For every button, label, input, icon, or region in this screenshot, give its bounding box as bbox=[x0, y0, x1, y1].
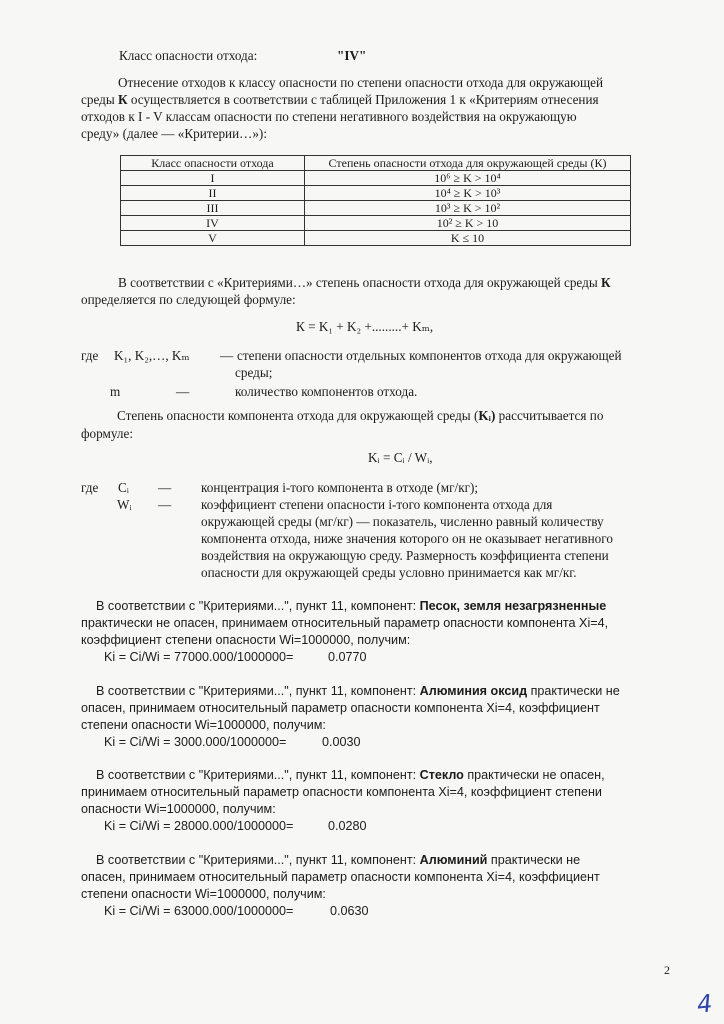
table-cell-class: III bbox=[121, 201, 305, 216]
where-desc-k-2: среды; bbox=[235, 365, 273, 380]
calc-1-line-1: В соответствии с "Критериями...", пункт 11, компонент: Песок, земля незагрязненные bbox=[96, 599, 607, 613]
calc-3-line-1: В соответствии с "Критериями...", пункт 11, компонент: Стекло практически не опасен, bbox=[96, 768, 605, 782]
criteria-line-2: определяется по следующей формуле: bbox=[81, 292, 296, 307]
calc-1-line-3: коэффициент степени опасности Wi=1000000, получим: bbox=[81, 633, 411, 647]
table-cell-range: 10⁶ ≥ K > 10⁴ bbox=[305, 171, 631, 186]
table-cell-class: I bbox=[121, 171, 305, 186]
table-cell-range: 10² ≥ K > 10 bbox=[305, 216, 631, 231]
where2-label: где bbox=[81, 480, 99, 495]
intro-line-4: среду» (далее — «Критерии…»): bbox=[81, 126, 267, 141]
calc-3-line-2: принимаем относительный параметр опасности компонента Xi=4, коэффициент степени bbox=[81, 785, 602, 799]
where2-desc-w-5: опасности для окружающей среды условно принимается как мг/кг. bbox=[201, 565, 577, 580]
table-cell-class: IV bbox=[121, 216, 305, 231]
table-row bbox=[121, 231, 631, 246]
where2-c-dash: — bbox=[158, 480, 172, 495]
table-cell-class: II bbox=[121, 186, 305, 201]
calc-4-line-2: опасен, принимаем относительный параметр опасности компонента Xi=4, коэффициент bbox=[81, 870, 600, 884]
table-cell-range: K ≤ 10 bbox=[305, 231, 631, 246]
where2-desc-w-3: компонента отхода, ниже значения которого он не оказывает негативного bbox=[201, 531, 613, 546]
table-header-row bbox=[121, 156, 631, 171]
intro-line-2: среды К осуществляется в соответствии с таблицей Приложения 1 к «Критериям отнесения bbox=[81, 92, 599, 107]
table-row bbox=[121, 216, 631, 231]
criteria-line-1: В соответствии с «Критериями…» степень опасности отхода для окружающей среды К bbox=[118, 275, 611, 290]
page-number: 2 bbox=[664, 963, 670, 977]
where2-term-c: Cᵢ bbox=[118, 480, 129, 495]
table-header-degree: Степень опасности отхода для окружающей среды (К) bbox=[305, 156, 631, 171]
intro-line-3: отходов к I - V классам опасности по степени негативного воздействия на окружающую bbox=[81, 109, 577, 124]
calc-2-line-1: В соответствии с "Критериями...", пункт 11, компонент: Алюминия оксид практически не bbox=[96, 684, 620, 698]
calc-2-line-2: опасен, принимаем относительный параметр опасности компонента Xi=4, коэффициент bbox=[81, 701, 600, 715]
calc-4-line-3: степени опасности Wi=1000000, получим: bbox=[81, 887, 326, 901]
handwritten-sheet-number: 4 bbox=[695, 989, 714, 1019]
where2-term-w: Wᵢ bbox=[117, 497, 132, 512]
where2-desc-w-4: воздействия на окружающую среду. Размерность коэффициента степени bbox=[201, 548, 609, 563]
table-header-class: Класс опасности отхода bbox=[121, 156, 305, 171]
hazard-class-value: "IV" bbox=[337, 48, 367, 63]
where2-desc-c: концентрация i-того компонента в отходе (мг/кг); bbox=[201, 480, 479, 495]
where-terms-k: K₁, K₂,…, Kₘ bbox=[114, 348, 190, 363]
component-line-2: формуле: bbox=[81, 426, 133, 441]
calc-1-equation: Ki = Ci/Wi = 77000.000/1000000= bbox=[104, 650, 294, 664]
calc-4-result: 0.0630 bbox=[330, 904, 369, 918]
calc-1-line-2: практически не опасен, принимаем относительный параметр опасности компонента Xi=4, bbox=[81, 616, 609, 630]
where-m-dash: — bbox=[176, 384, 190, 399]
calc-4-equation: Ki = Ci/Wi = 63000.000/1000000= bbox=[104, 904, 294, 918]
calc-4-line-1: В соответствии с "Критериями...", пункт 11, компонент: Алюминий практически не bbox=[96, 853, 581, 867]
table-row bbox=[121, 201, 631, 216]
where-label: где bbox=[81, 348, 99, 363]
formula-k-sum: К = K₁ + K₂ +.........+ Kₘ, bbox=[296, 319, 434, 334]
formula-ki: Kᵢ = Cᵢ / Wᵢ, bbox=[368, 450, 433, 465]
hazard-class-label: Класс опасности отхода: bbox=[119, 48, 258, 63]
calc-3-equation: Ki = Ci/Wi = 28000.000/1000000= bbox=[104, 819, 294, 833]
table-cell-range: 10⁴ ≥ K > 10³ bbox=[305, 186, 631, 201]
where2-desc-w-2: окружающей среды (мг/кг) — показатель, численно равный количеству bbox=[201, 514, 604, 529]
table-cell-class: V bbox=[121, 231, 305, 246]
where2-desc-w-1: коэффициент степени опасности i-того компонента отхода для bbox=[201, 497, 553, 512]
where-desc-m: количество компонентов отхода. bbox=[235, 384, 418, 399]
calc-2-line-3: степени опасности Wi=1000000, получим: bbox=[81, 718, 326, 732]
calc-3-line-3: опасности Wi=1000000, получим: bbox=[81, 802, 276, 816]
calc-3-result: 0.0280 bbox=[328, 819, 367, 833]
table-row bbox=[121, 171, 631, 186]
where-desc-k-1: степени опасности отдельных компонентов отхода для окружающей bbox=[237, 348, 622, 363]
calc-2-equation: Ki = Ci/Wi = 3000.000/1000000= bbox=[104, 735, 287, 749]
table-cell-range: 10³ ≥ K > 10² bbox=[305, 201, 631, 216]
component-line-1: Степень опасности компонента отхода для окружающей среды (Kᵢ) рассчитывается по bbox=[117, 408, 604, 423]
where-term-m: m bbox=[110, 384, 121, 399]
table-row bbox=[121, 186, 631, 201]
where2-w-dash: — bbox=[158, 497, 172, 512]
calc-1-result: 0.0770 bbox=[328, 650, 367, 664]
calc-2-result: 0.0030 bbox=[322, 735, 361, 749]
intro-line-1: Отнесение отходов к классу опасности по степени опасности отхода для окружающей bbox=[118, 75, 604, 90]
hazard-class-table bbox=[120, 155, 631, 246]
where-dash: — bbox=[220, 348, 234, 363]
